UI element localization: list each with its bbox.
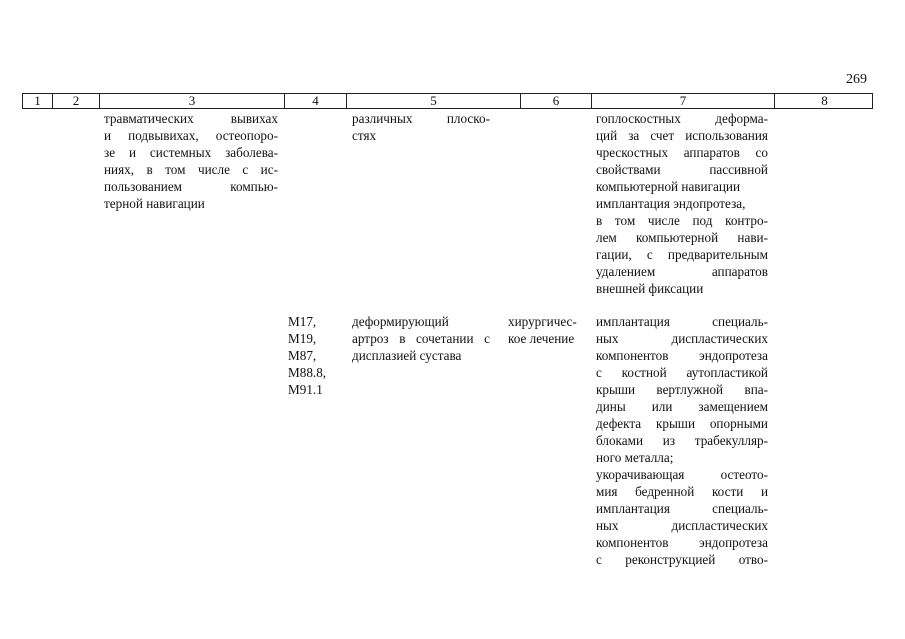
text-line: травматических вывихах: [104, 111, 278, 126]
text-line: удалением аппаратов: [596, 264, 768, 279]
text-line: гации, с предварительным: [596, 247, 768, 262]
text-line: ниях, в том числе с ис-: [104, 162, 278, 177]
text-line: с костной аутопластикой: [596, 365, 768, 380]
text-line: M17,: [288, 314, 317, 329]
text-line: кое лечение: [508, 331, 575, 346]
text-line: хирургичес-: [508, 314, 577, 329]
column-header-5: 5: [347, 94, 521, 108]
text-line: ных диспластических: [596, 331, 768, 346]
text-line: имплантация эндопротеза,: [596, 196, 746, 211]
column-header-4: 4: [285, 94, 347, 108]
text-line: ций за счет использования: [596, 128, 768, 143]
text-line: гоплоскостных деформа-: [596, 111, 768, 126]
row2-model-cell: [352, 313, 490, 364]
text-line: свойствами пассивной: [596, 162, 768, 177]
text-line: M91.1: [288, 382, 323, 397]
text-line: M87,: [288, 348, 317, 363]
column-header-1: 1: [23, 94, 53, 108]
row1-diagnosis-cell: [104, 110, 278, 212]
text-line: ного металла;: [596, 450, 674, 465]
text-line: имплантация специаль-: [596, 501, 768, 516]
column-header-7: 7: [592, 94, 775, 108]
text-line: дины или замещением: [596, 399, 768, 414]
text-line: чрескостных аппаратов со: [596, 145, 768, 160]
row1-model-cell: [352, 110, 490, 144]
page-number: 269: [846, 72, 867, 87]
column-header-3: 3: [100, 94, 285, 108]
text-line: дефекта крыши опорными: [596, 416, 768, 431]
text-line: стях: [352, 128, 377, 143]
text-line: имплантация специаль-: [596, 314, 768, 329]
text-line: деформирующий: [352, 314, 449, 329]
row2-treatment-type-cell: [508, 313, 586, 347]
text-line: артроз в сочетании с: [352, 331, 490, 346]
text-line: M19,: [288, 331, 317, 346]
text-line: дисплазией сустава: [352, 348, 462, 363]
text-line: мия бедренной кости и: [596, 484, 768, 499]
table-header-row: [22, 93, 873, 109]
text-line: терной навигации: [104, 196, 205, 211]
text-line: компонентов эндопротеза: [596, 348, 768, 363]
text-line: крыши вертлужной впа-: [596, 382, 768, 397]
text-line: ных диспластических: [596, 518, 768, 533]
text-line: компонентов эндопротеза: [596, 535, 768, 550]
text-line: внешней фиксации: [596, 281, 704, 296]
column-header-8: 8: [821, 93, 828, 108]
text-line: лем компьютерной нави-: [596, 230, 768, 245]
row1-method-cell: [596, 110, 768, 297]
text-line: укорачивающая остеото-: [596, 467, 768, 482]
text-line: с реконструкцией отво-: [596, 552, 768, 567]
text-line: пользованием компью-: [104, 179, 278, 194]
text-line: M88.8,: [288, 365, 327, 380]
text-line: компьютерной навигации: [596, 179, 741, 194]
text-line: зе и системных заболева-: [104, 145, 278, 160]
text-line: блоками из трабекулляр-: [596, 433, 768, 448]
column-header-2: 2: [53, 94, 100, 108]
row2-method-cell: [596, 313, 768, 568]
text-line: в том числе под контро-: [596, 213, 768, 228]
text-line: и подвывихах, остеопоро-: [104, 128, 278, 143]
row2-code-cell: [288, 313, 344, 398]
text-line: различных плоско-: [352, 111, 490, 126]
column-header-6: 6: [521, 94, 592, 108]
